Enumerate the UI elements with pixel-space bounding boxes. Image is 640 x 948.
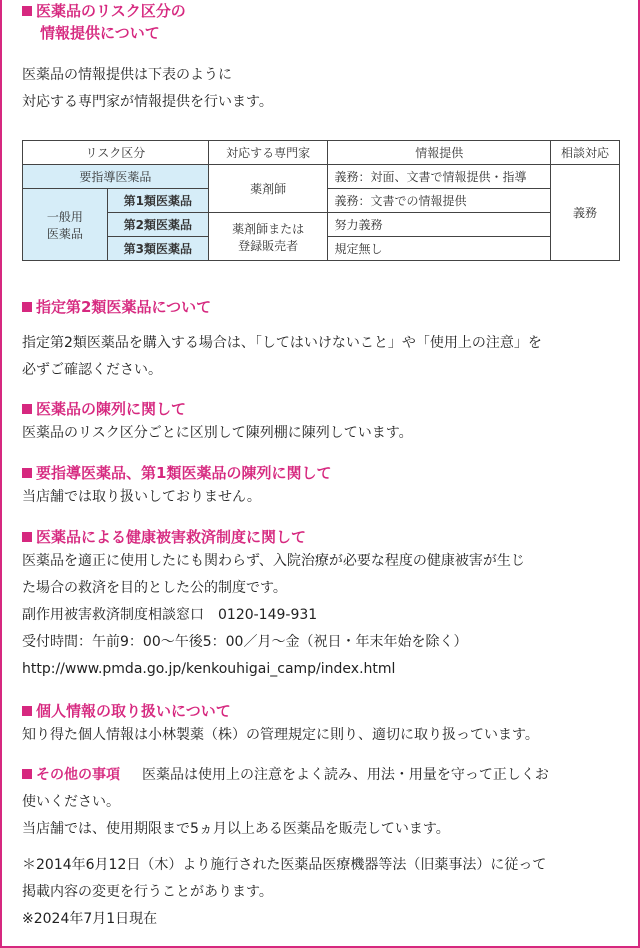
designated2-line-1: 指定第2類医薬品を購入する場合は、「してはいけないこと」や「使用上の注意」を	[22, 335, 542, 351]
risk-section-title	[22, 0, 273, 44]
other-title	[22, 767, 120, 783]
display-title-text: 医薬品の陳列に関して	[36, 400, 187, 418]
relief-title-text: 医薬品による健康被害救済制度に関して	[36, 528, 307, 546]
header-consult: 相談対応	[551, 141, 620, 165]
privacy-title	[22, 700, 622, 722]
cell-pharmacist: 薬剤師	[208, 165, 328, 213]
other-section	[22, 762, 622, 843]
relief-line-1: 医薬品を適正に使用したにも関わらず、入院治療が必要な程度の健康被害が生じ	[22, 553, 525, 569]
intro-line-1: 医薬品の情報提供は下表のように	[22, 67, 232, 83]
risk-table	[22, 140, 620, 261]
note-date: ※2024年7月1日現在	[22, 911, 158, 927]
display-title	[22, 398, 622, 420]
cell-class1: 第1類医薬品	[107, 189, 208, 213]
square-bullet-icon	[22, 404, 32, 414]
risk-section	[22, 0, 273, 116]
cell-pharmacist-or-seller	[208, 213, 328, 261]
specialist-line-1: 薬剤師または	[232, 221, 305, 236]
square-bullet-icon	[22, 468, 32, 478]
designated2-text	[22, 330, 622, 384]
ippan-line-1: 一般用	[46, 209, 83, 224]
privacy-section	[22, 700, 622, 749]
relief-contact: 副作用被害救済制度相談窓口 0120-149-931	[22, 607, 318, 623]
cell-info-1: 義務：対面、文書で情報提供・指導	[328, 165, 551, 189]
designated2-title	[22, 296, 622, 318]
note-line-1: ＊2014年6月12日（木）より施行された医薬品医療機器等法（旧薬事法）に従って	[22, 857, 547, 873]
header-risk-class: リスク区分	[23, 141, 209, 165]
display-text: 医薬品のリスク区分ごとに区別して陳列棚に陳列しています。	[22, 425, 413, 441]
cell-consult: 義務	[551, 165, 620, 261]
header-info: 情報提供	[328, 141, 551, 165]
other-line-3: 当店舗では、使用期限まで5ヵ月以上ある医薬品を販売しています。	[22, 821, 450, 837]
square-bullet-icon	[22, 706, 32, 716]
designated2-line-2: 必ずご確認ください。	[22, 362, 162, 378]
other-title-text: その他の事項	[36, 767, 120, 783]
display2-text: 当店舗では取り扱いしておりません。	[22, 489, 261, 505]
other-first-line	[22, 762, 622, 789]
relief-text	[22, 548, 622, 683]
display2-title-text: 要指導医薬品、第1類医薬品の陳列に関して	[36, 464, 332, 482]
square-bullet-icon	[22, 769, 32, 779]
specialist-line-2: 登録販売者	[238, 238, 299, 253]
display2-title	[22, 462, 622, 484]
display2-section	[22, 462, 622, 511]
header-specialist: 対応する専門家	[208, 141, 328, 165]
intro-line-2: 対応する専門家が情報提供を行います。	[22, 94, 273, 110]
designated2-title-text: 指定第2類医薬品について	[36, 298, 212, 316]
title-line-1: 医薬品のリスク区分の	[36, 2, 186, 20]
square-bullet-icon	[22, 302, 32, 312]
other-line-1: 医薬品は使用上の注意をよく読み、用法・用量を守って正しくお	[142, 767, 549, 783]
designated2-section	[22, 296, 622, 384]
title-line-2: 情報提供について	[40, 24, 160, 42]
risk-intro	[22, 62, 273, 116]
cell-class3: 第3類医薬品	[107, 237, 208, 261]
cell-class2: 第2類医薬品	[107, 213, 208, 237]
cell-info-4: 規定無し	[328, 237, 551, 261]
other-text	[22, 762, 622, 843]
square-bullet-icon	[22, 6, 32, 16]
display-section	[22, 398, 622, 447]
cell-youshidou: 要指導医薬品	[23, 165, 209, 189]
note-text	[22, 852, 622, 933]
square-bullet-icon	[22, 532, 32, 542]
note-section	[22, 852, 622, 933]
privacy-title-text: 個人情報の取り扱いについて	[36, 702, 231, 720]
ippan-line-2: 医薬品	[46, 226, 83, 241]
relief-section	[22, 526, 622, 683]
relief-line-2: た場合の救済を目的とした公的制度です。	[22, 580, 287, 596]
cell-info-2: 義務：文書での情報提供	[328, 189, 551, 213]
relief-title	[22, 526, 622, 548]
privacy-text: 知り得た個人情報は小林製薬（株）の管理規定に則り、適切に取り扱っています。	[22, 727, 539, 743]
note-line-2: 掲載内容の変更を行うことがあります。	[22, 884, 273, 900]
relief-url-link[interactable]: http://www.pmda.go.jp/kenkouhigai_camp/index.html	[22, 661, 396, 677]
cell-ippan	[23, 189, 108, 261]
other-line-2: 使いください。	[22, 794, 120, 810]
relief-hours: 受付時間：午前9：00～午後5：00／月～金（祝日・年末年始を除く）	[22, 634, 468, 650]
cell-info-3: 努力義務	[328, 213, 551, 237]
